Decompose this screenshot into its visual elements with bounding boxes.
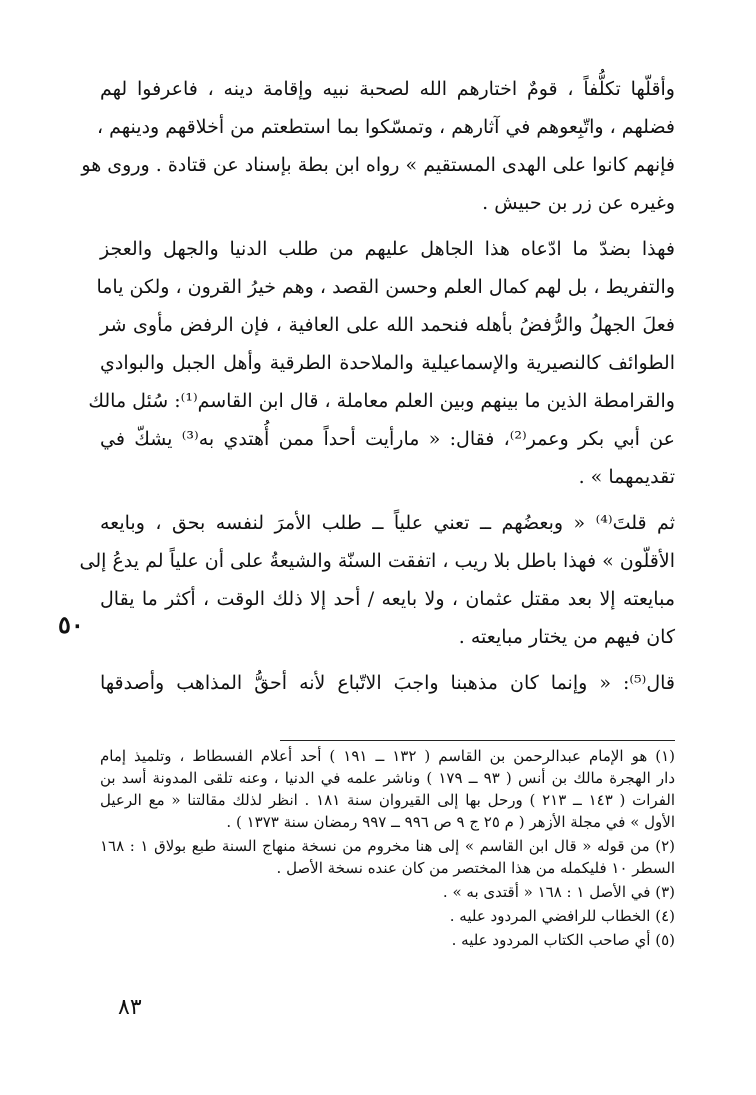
footnote-line: (٢) من قوله « قال ابن القاسم » إلى هنا مخروم من نسخة منهاج السنة طبع بولاق ١ : ١٦٨ bbox=[100, 837, 675, 855]
footnote-line: (٣) في الأصل ١ : ١٦٨ « أقتدى به » . bbox=[442, 883, 675, 901]
text-line: الطوائف كالنصيرية والإسماعيلية والملاحدة الطرقية وأهل الجبل والبوادي bbox=[100, 352, 675, 374]
footnote-3 bbox=[100, 881, 675, 903]
text-line: فضلهم ، واتّبِعوهم في آثارهم ، وتمسّكوا بما استطعتم من أخلاقهم ودينهم ، bbox=[96, 116, 675, 138]
footnote-5 bbox=[100, 929, 675, 951]
footnote-1 bbox=[100, 745, 675, 833]
text-line: عن أبي بكر وعمر⁽²⁾، فقال: « مارأيت أحداً ممن أُهتدي به⁽³⁾ يشكّ في bbox=[100, 428, 675, 450]
text-line: والقرامطة الذين ما بينهم وبين العلم معاملة ، قال ابن القاسم⁽¹⁾: سُئل مالك bbox=[88, 390, 675, 412]
footnote-line: السطر ١٠ فليكمله من هذا المختصر من كان عنده نسخة الأصل . bbox=[276, 859, 675, 877]
text-line: والتفريط ، بل لهم كمال العلم وحسن القصد ، وهم خيرُ القرون ، ولكن ياما bbox=[96, 276, 675, 298]
text-line: فعلَ الجهلُ والرُّفضُ بأهله فنحمد الله على العافية ، فإن الرفض مأوى شر bbox=[100, 314, 675, 336]
footnote-divider bbox=[280, 740, 675, 741]
footnotes bbox=[100, 745, 675, 953]
text-line: ثم قلتَ⁽⁴⁾ « وبعضُهم ــ تعني علياً ــ طلب الأمرَ لنفسه بحق ، وبايعه bbox=[100, 512, 675, 534]
footnote-line: (٥) أي صاحب الكتاب المردود عليه . bbox=[451, 931, 675, 949]
footnote-line: الفرات ( ١٤٣ ــ ٢١٣ ) ورحل بها إلى القيروان سنة ١٨١ . انظر لذلك مقالتنا « مع الرعيل bbox=[100, 791, 676, 809]
page-number: ٨٣ bbox=[118, 995, 142, 1020]
footnote-line: (٤) الخطاب للرافضي المردود عليه . bbox=[449, 907, 675, 925]
text-line: مبايعته إلا بعد مقتل عثمان ، ولا بايعه / أحد إلا ذلك الوقت ، أكثر ما يقال bbox=[100, 588, 675, 610]
text-line: الأقلّون » فهذا باطل بلا ريب ، اتفقت السنّة والشيعةُ على أن علياً لم يدعُ إلى bbox=[79, 550, 675, 572]
text-line: كان فيهم من يختار مبايعته . bbox=[458, 626, 675, 648]
text-line: فإنهم كانوا على الهدى المستقيم » رواه ابن بطة بإسناد عن قتادة . وروى هو bbox=[81, 154, 675, 176]
text-line: وأقلّها تكلُّفاً ، قومٌ اختارهم الله لصحبة نبيه وإقامة دينه ، فاعرفوا لهم bbox=[100, 78, 675, 100]
footnote-line: الأول » في مجلة الأزهر ( م ٢٥ ج ٩ ص ٩٩٦ ــ ٩٩٧ رمضان سنة ١٣٧٣ ) . bbox=[226, 813, 675, 831]
footnote-line: (١) هو الإمام عبدالرحمن بن القاسم ( ١٣٢ ــ ١٩١ ) أحد أعلام الفسطاط ، وتلميذ إمام bbox=[100, 747, 676, 765]
margin-page-number: ٥٠ bbox=[58, 610, 84, 639]
text-line: فهذا بضدّ ما ادّعاه هذا الجاهل عليهم من طلب الدنيا والجهل والعجز bbox=[100, 238, 675, 260]
footnote-line: دار الهجرة مالك بن أنس ( ٩٣ ــ ١٧٩ ) وناشر علمه في الدنيا ، وعنه تلقى المدونة أسد بن bbox=[100, 769, 676, 787]
text-line: وغيره عن زر بن حبيش . bbox=[482, 192, 675, 214]
footnote-2 bbox=[100, 835, 675, 879]
main-text bbox=[79, 70, 675, 710]
paragraph-4 bbox=[100, 664, 675, 702]
footnote-4 bbox=[100, 905, 675, 927]
paragraph-1 bbox=[81, 70, 675, 222]
text-line: قال⁽⁵⁾: « وإنما كان مذهبنا واجبَ الاتّباع لأنه أحقُّ المذاهب وأصدقها bbox=[100, 672, 675, 694]
paragraph-3 bbox=[79, 504, 675, 656]
text-line: تقديمهما » . bbox=[578, 466, 675, 488]
paragraph-2 bbox=[88, 230, 675, 496]
